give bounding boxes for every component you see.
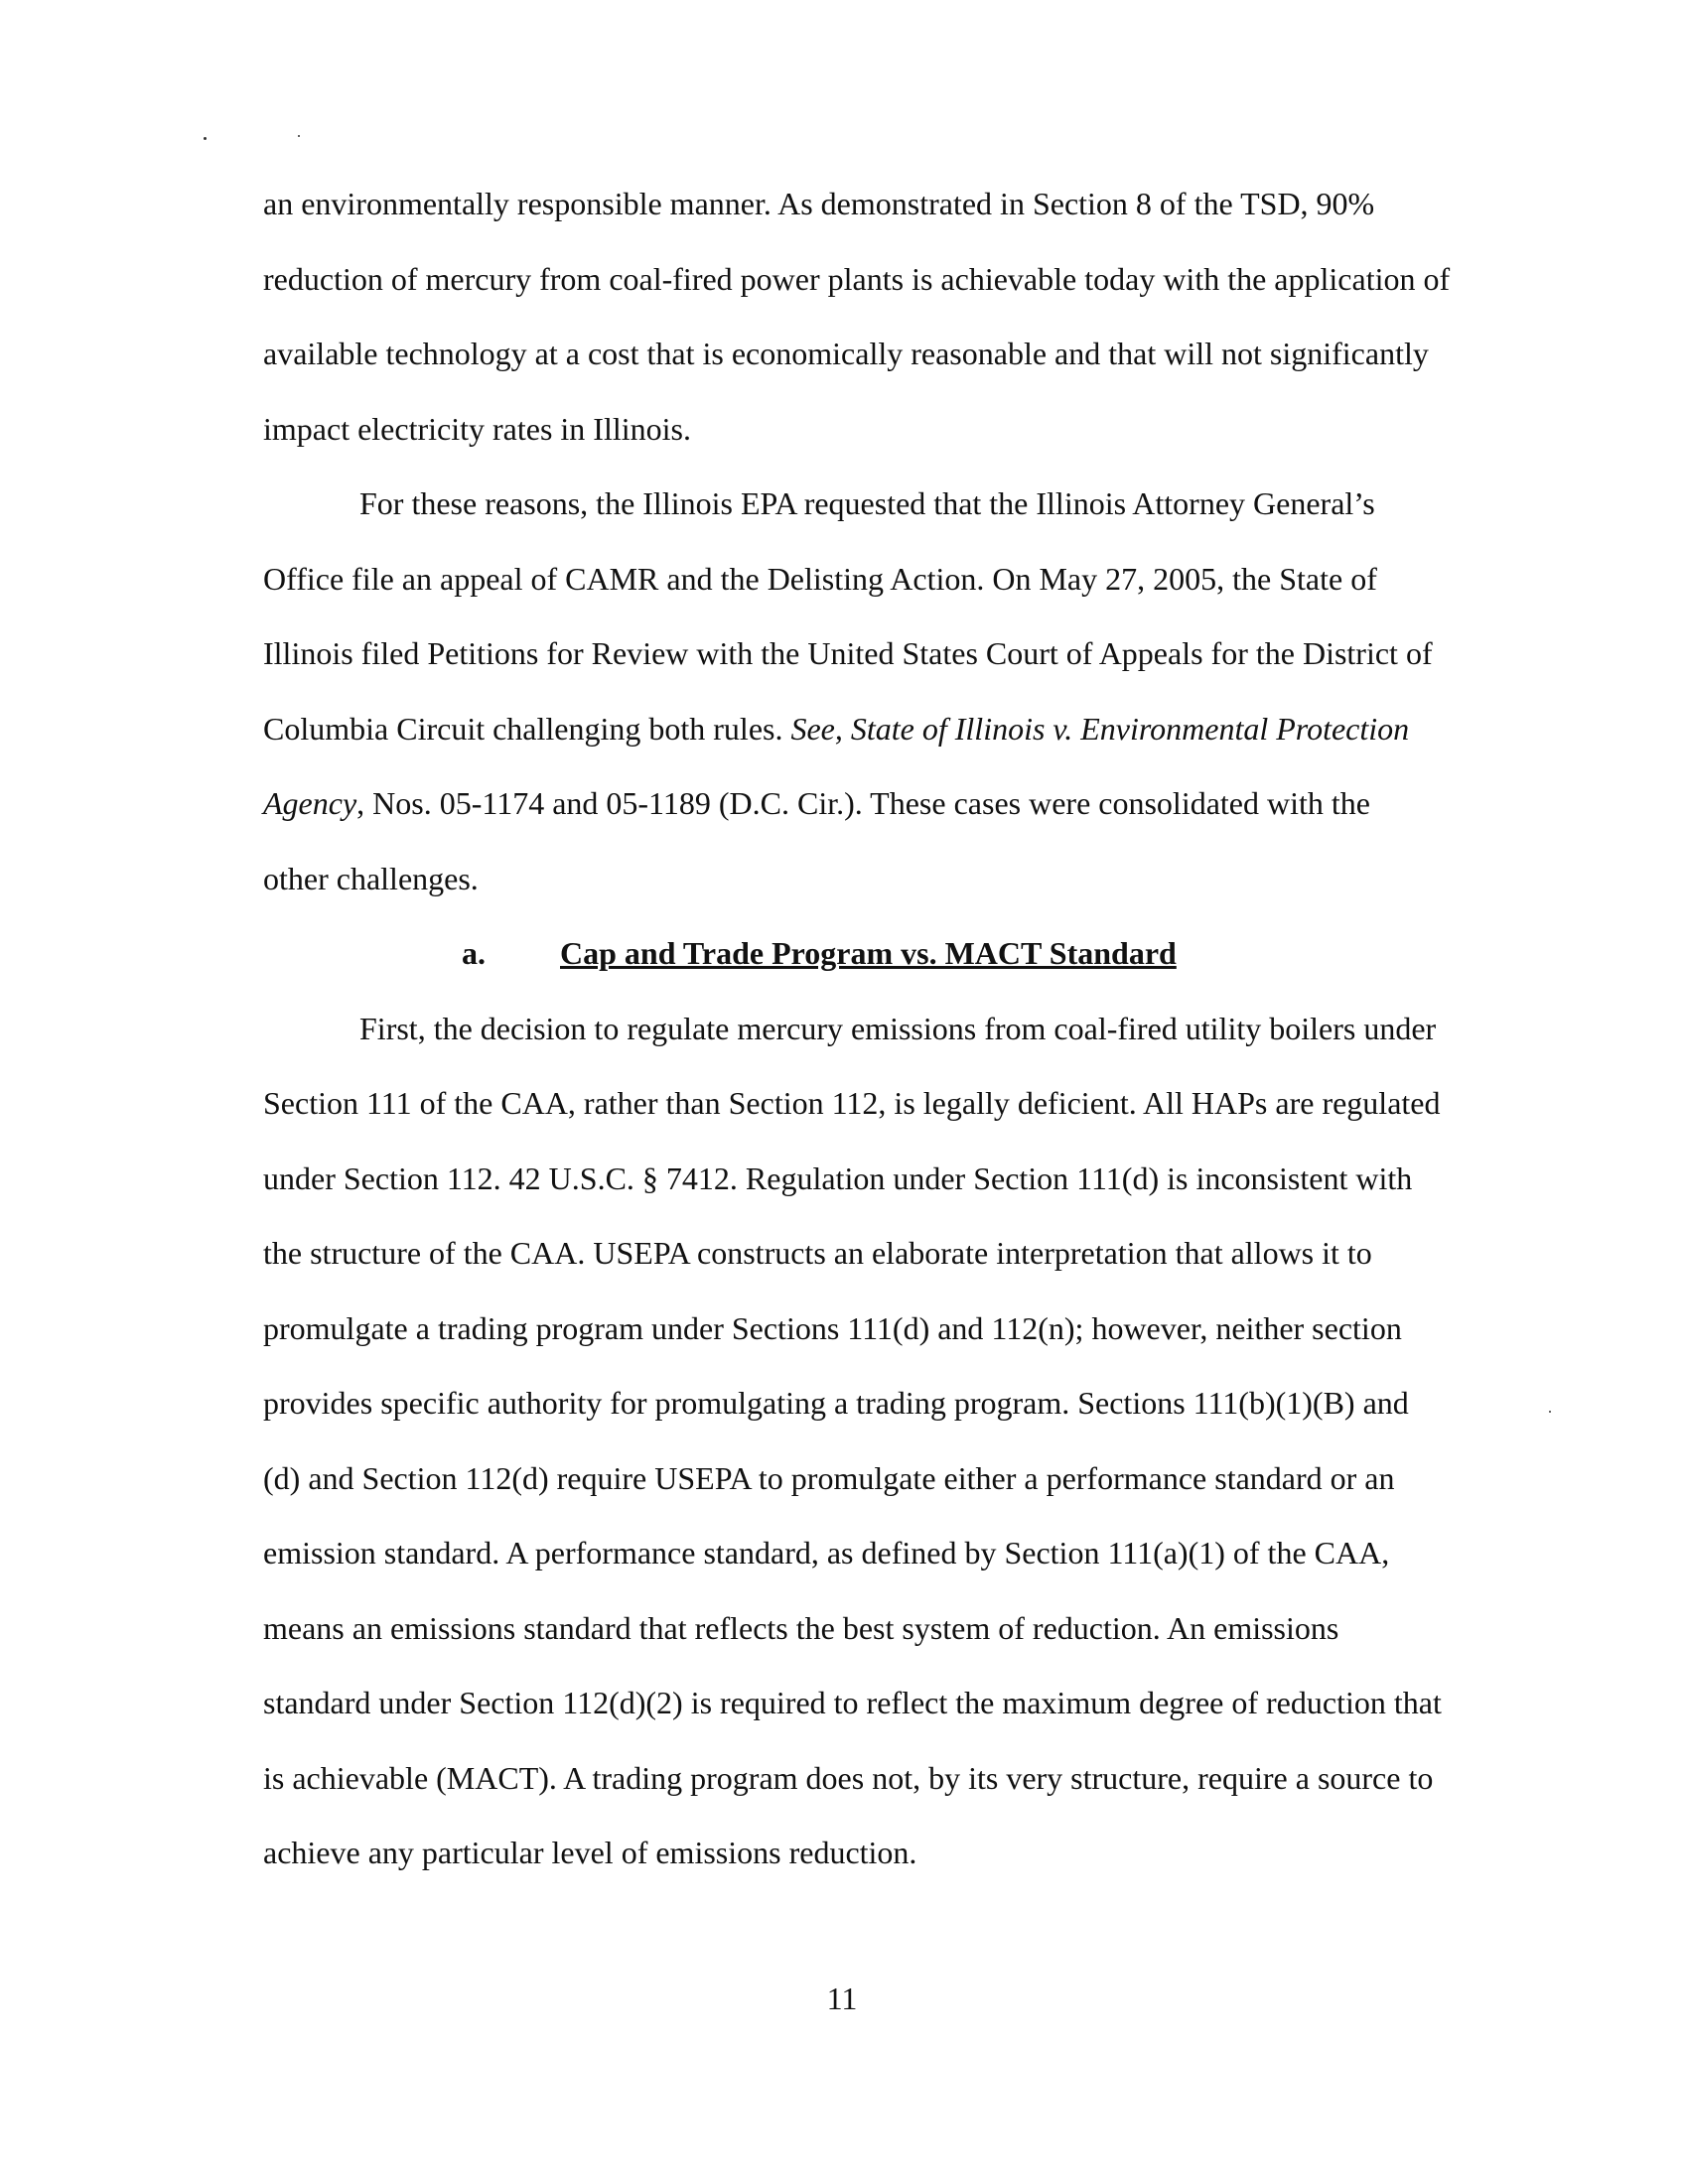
paragraph-2-text: , Nos. 05-1174 and 05-1189 (D.C. Cir.). These cases were consolidated with the bbox=[356, 785, 1370, 821]
paragraph-3-line: emission standard. A performance standard, as defined by Section 111(a)(1) of the CAA, bbox=[263, 1535, 1390, 1570]
paragraph-3-line: the structure of the CAA. USEPA constructs an elaborate interpretation that allows it to bbox=[263, 1235, 1372, 1271]
paragraph-3-line: standard under Section 112(d)(2) is required to reflect the maximum degree of reduction that bbox=[263, 1685, 1442, 1720]
paragraph-2-text: Columbia Circuit challenging both rules. bbox=[263, 710, 791, 747]
paragraph-2-line: Office file an appeal of CAMR and the Delisting Action. On May 27, 2005, the State of bbox=[263, 560, 1377, 597]
section-heading bbox=[263, 916, 1494, 992]
section-heading-title: Cap and Trade Program vs. MACT Standard bbox=[560, 935, 1177, 971]
case-citation: Agency bbox=[263, 785, 357, 821]
paragraph-3-line: is achievable (MACT). A trading program does not, by its very structure, require a source to bbox=[263, 1759, 1434, 1796]
case-citation: See, State of Illinois v. Environmental Protection bbox=[790, 710, 1410, 747]
paragraph-3-line: First, the decision to regulate mercury emissions from coal-fired utility boilers under bbox=[359, 1010, 1437, 1046]
paragraph-2-line bbox=[263, 766, 1494, 842]
paragraph-1-line: impact electricity rates in Illinois. bbox=[263, 410, 691, 447]
paragraph-1-line: available technology at a cost that is economically reasonable and that will not significantly bbox=[263, 336, 1429, 371]
paragraph-3-line: means an emissions standard that reflects the best system of reduction. An emissions bbox=[263, 1609, 1339, 1646]
section-heading-number: a. bbox=[462, 935, 486, 971]
paragraph-3-line: promulgate a trading program under Sections 111(d) and 112(n); however, neither section bbox=[263, 1309, 1402, 1346]
paragraph-1-line: reduction of mercury from coal-fired power plants is achievable today with the application of bbox=[263, 260, 1451, 297]
scan-speck bbox=[298, 135, 300, 137]
paragraph-2-line: For these reasons, the Illinois EPA requested that the Illinois Attorney General’s bbox=[359, 485, 1375, 521]
paragraph-2-line: Illinois filed Petitions for Review with the United States Court of Appeals for the District of bbox=[263, 635, 1433, 671]
paragraph-1-line: an environmentally responsible manner. As demonstrated in Section 8 of the TSD, 90% bbox=[263, 186, 1375, 221]
body-text bbox=[263, 167, 1494, 1891]
paragraph-3-line: under Section 112. 42 U.S.C. § 7412. Regulation under Section 111(d) is inconsistent with bbox=[263, 1160, 1413, 1196]
paragraph-3-line: provides specific authority for promulgating a trading program. Sections 111(b)(1)(B) and bbox=[263, 1385, 1409, 1421]
scan-speck bbox=[204, 137, 207, 140]
page-number: 11 bbox=[826, 1980, 858, 2016]
paragraph-3-line: Section 111 of the CAA, rather than Section 112, is legally deficient. All HAPs are regulated bbox=[263, 1085, 1441, 1121]
paragraph-3-line: achieve any particular level of emissions reduction. bbox=[263, 1835, 917, 1870]
scan-speck bbox=[1549, 1411, 1551, 1413]
paragraph-2-line bbox=[263, 692, 1494, 767]
paragraph-3-line: (d) and Section 112(d) require USEPA to promulgate either a performance standard or an bbox=[263, 1459, 1395, 1496]
paragraph-2-line: other challenges. bbox=[263, 860, 479, 896]
